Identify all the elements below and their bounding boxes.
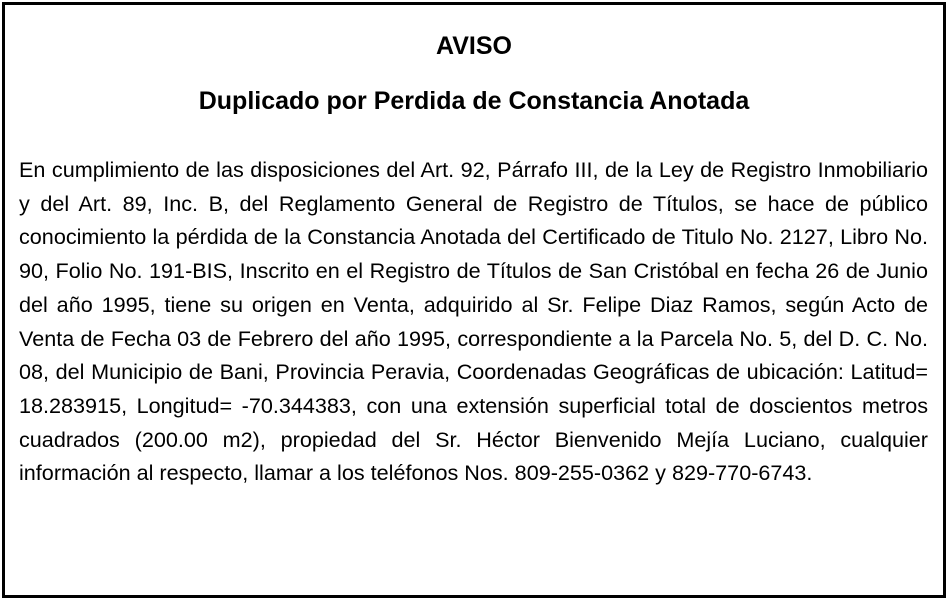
notice-title: AVISO xyxy=(436,32,512,60)
notice-box xyxy=(2,2,946,598)
notice-subtitle: Duplicado por Perdida de Constancia Anotada xyxy=(198,87,750,115)
notice-body: En cumplimiento de las disposiciones del Art. 92, Párrafo III, de la Ley de Registro Inmobiliario y del Art. 89, Inc. B, del Reglamento General de Registro de Títulos, se hace de público conocimiento la pérdida de la Constancia Anotada del Certificado de Titulo No. 2127, Libro No. 90, Folio No. 191-BIS, Inscrito en el Registro de Títulos de San Cristóbal en fecha 26 de Junio del año 1995, tiene su origen en Venta, adquirido al Sr. Felipe Diaz Ramos, según Acto de Venta de Fecha 03 de Febrero del año 1995, correspondiente a la Parcela No. 5, del D. C. No. 08, del Municipio de Bani, Provincia Peravia, Coordenadas Geográficas de ubicación: Latitud= 18.283915, Longitud= -70.344383, con una extensión superficial total de doscientos metros cuadrados (200.00 m2), propiedad del Sr. Héctor Bienvenido Mejía Luciano, cualquier información al respecto, llamar a los teléfonos Nos. 809-255-0362 y 829-770-6743. xyxy=(19,157,928,486)
